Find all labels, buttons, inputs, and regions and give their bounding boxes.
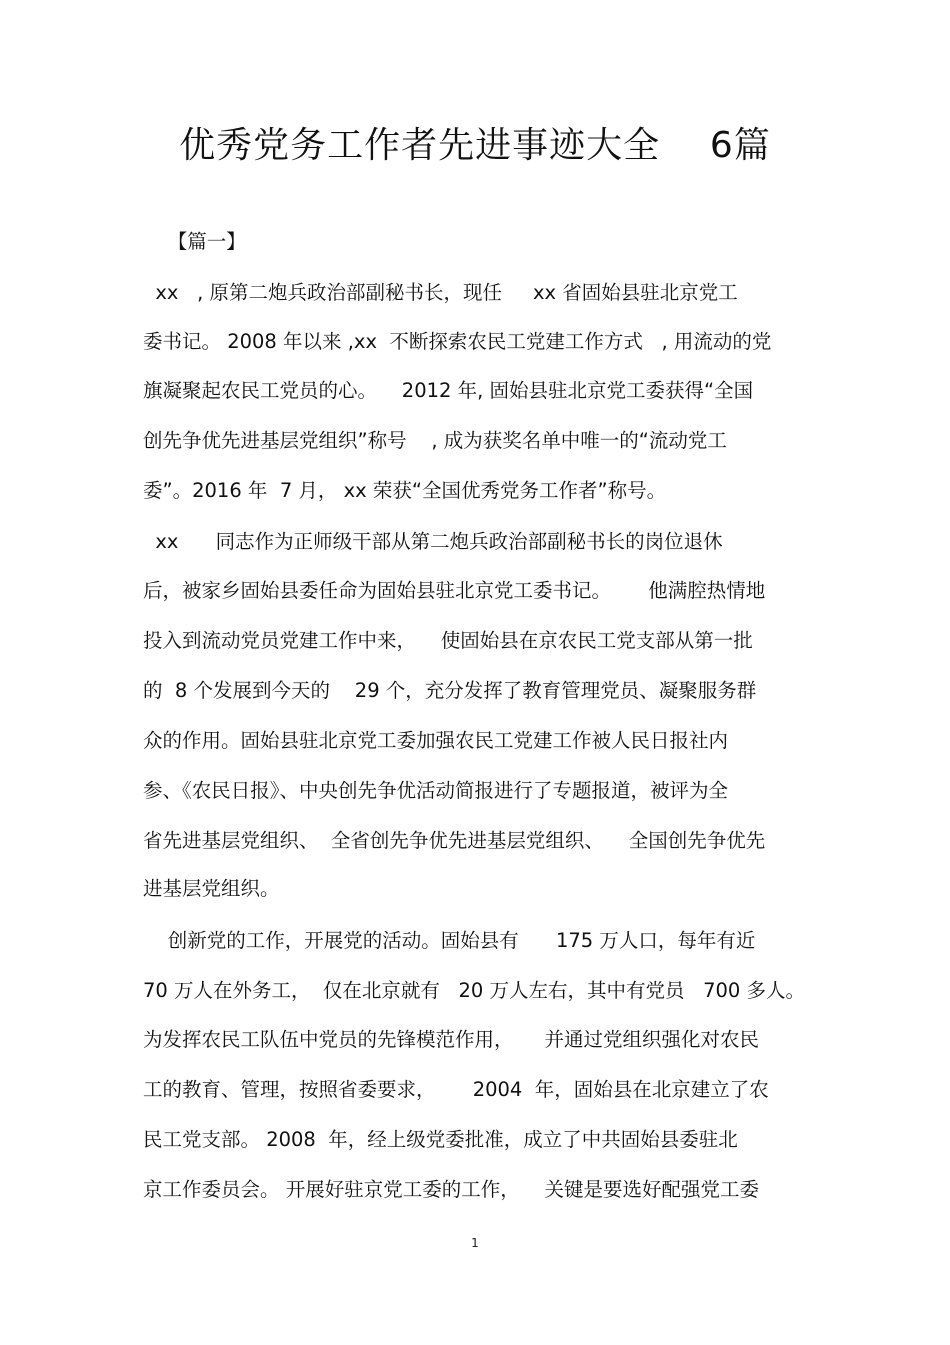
- text-line: 70 万人在外务工， 仅在北京就有 20 万人左右，其中有党员 700 多人。: [143, 979, 806, 1002]
- text-line: 创新党的工作，开展党的活动。固始县有 175 万人口，每年有近: [143, 929, 756, 952]
- text-line: xx , 原第二炮兵政治部副秘书长，现任 xx 省固始县驻北京党工: [143, 281, 738, 304]
- text-line: 委”。2016 年 7 月， xx 荣获“全国优秀党务工作者”称号。: [143, 479, 667, 502]
- text-line: 旗凝聚起农民工党员的心。 2012 年, 固始县驻北京党工委获得“全国: [143, 379, 754, 402]
- text-line: 进基层党组织。: [143, 877, 280, 900]
- text-line: 的 8 个发展到今天的 29 个，充分发挥了教育管理党员、凝聚服务群: [143, 679, 757, 702]
- text-line: 创先争优先进基层党组织”称号 , 成为获奖名单中唯一的“流动党工: [143, 429, 727, 452]
- text-line: 众的作用。固始县驻北京党工委加强农民工党建工作被人民日报社内: [143, 729, 729, 752]
- text-line: 为发挥农民工队伍中党员的先锋模范作用， 并通过党组织强化对农民: [143, 1028, 759, 1051]
- text-line: 省先进基层党组织、 全省创先争优先进基层党组织、 全国创先争优先: [143, 829, 766, 852]
- text-line: 民工党支部。 2008 年，经上级党委批准，成立了中共固始县委驻北: [143, 1128, 738, 1151]
- text-line: 京工作委员会。 开展好驻京党工委的工作， 关键是要选好配强党工委: [143, 1178, 759, 1201]
- section-heading: 【篇一】: [143, 230, 246, 253]
- text-line: 参、《农民日报》、中央创先争优活动简报进行了专题报道，被评为全: [143, 779, 729, 802]
- text-line: 投入到流动党员党建工作中来， 使固始县在京农民工党支部从第一批: [143, 629, 753, 652]
- text-line: xx 同志作为正师级干部从第二炮兵政治部副秘书长的岗位退休: [143, 530, 723, 553]
- page-number: 1: [471, 1236, 479, 1250]
- text-line: 委书记。 2008 年以来 ,xx 不断探索农民工党建工作方式 , 用流动的党: [143, 330, 772, 353]
- document-title: 优秀党务工作者先进事迹大全 6篇: [179, 125, 771, 166]
- text-line: 后，被家乡固始县委任命为固始县驻北京党工委书记。 他满腔热情地: [143, 579, 766, 602]
- text-line: 工的教育、管理，按照省委要求， 2004 年，固始县在北京建立了农: [143, 1078, 769, 1101]
